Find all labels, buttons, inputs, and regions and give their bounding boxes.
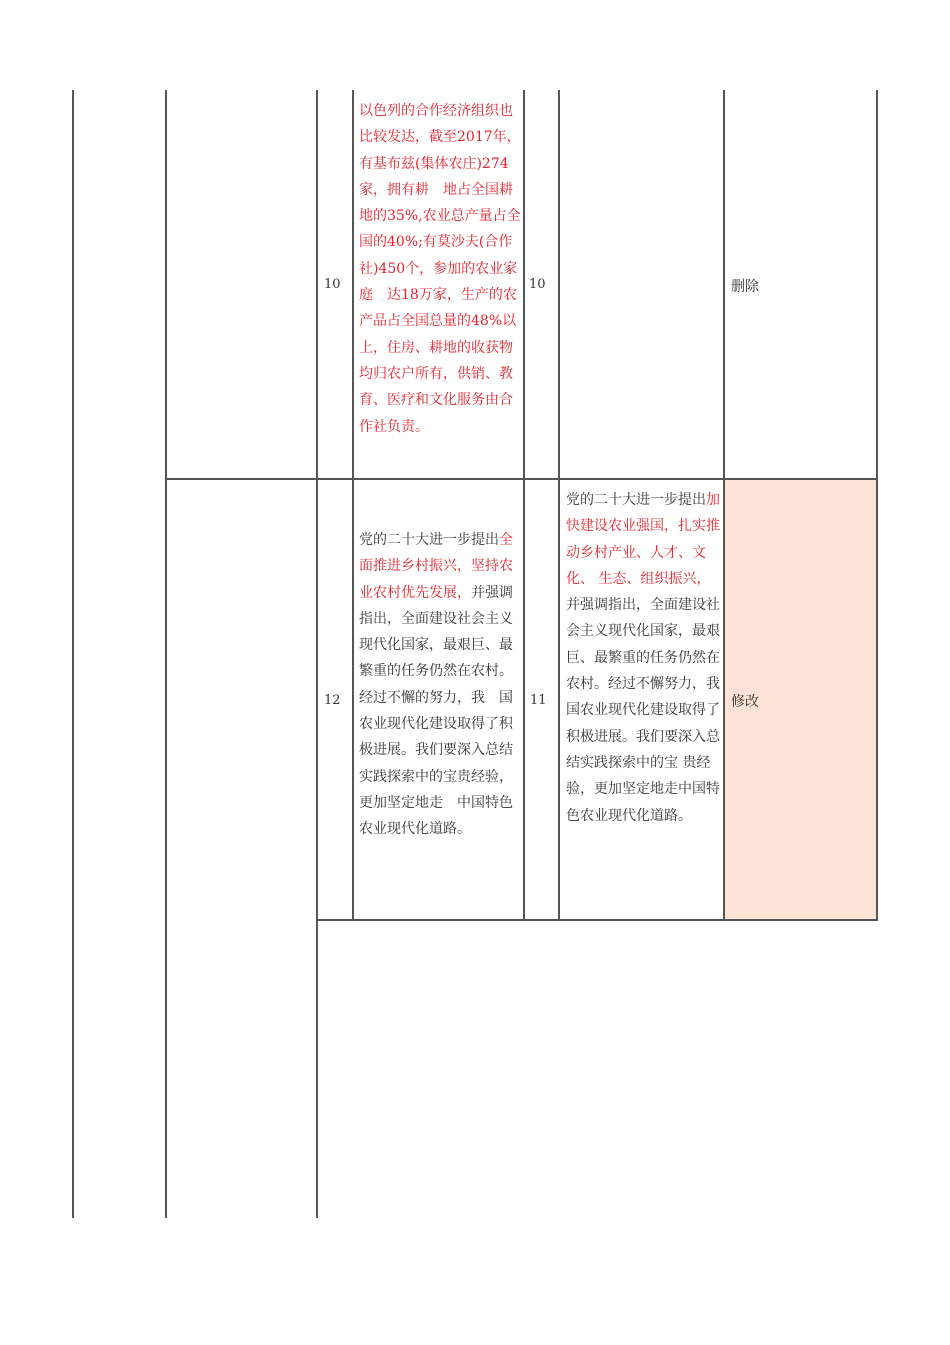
row2-new-number: 11	[530, 693, 547, 708]
row1-new-number: 10	[529, 277, 546, 292]
table-border-right	[876, 90, 878, 921]
table-border-col7	[723, 90, 725, 921]
row1-orig-number: 10	[324, 277, 341, 292]
row-divider	[165, 478, 878, 480]
row2-new-text-seg2: 并强调指出，全面建设社会主义现代化国家，最艰巨、最繁重的任务仍然在农村。经过不懈努力，我国农业现代化建设取得了积极进展。我们要深入总结实践探索中的宝 贵经验，更加坚定地走中国特色农业现代化道路。	[566, 597, 720, 824]
table-border-left	[72, 90, 74, 1218]
table-border-col6	[558, 90, 560, 921]
table-border-col5	[523, 90, 525, 921]
row2-orig-number: 12	[324, 693, 341, 708]
row2-orig-text-seg1: 全面推进乡村振兴，坚持农业农村优先发展，	[359, 532, 513, 601]
table-border-col2	[165, 90, 167, 1218]
row2-new-text	[566, 487, 722, 829]
row2-orig-text-seg0: 党的二十大进一步提出	[359, 532, 499, 548]
row2-new-text-seg0: 党的二十大进一步提出	[566, 492, 706, 508]
row1-orig-text-seg0: 以色列的合作经济组织也比较发达，截至2017年，有基布兹(集体农庄)274家，拥有耕 地占全国耕地的35%,农业总产量占全国的40%;有莫沙夫(合作社)450个，参加的农业家庭 达18万家，生产的农产品占全国总量的48%以上，住房、耕地的收获物均归农户所有，供销、教育、医疗和文化服务由合作社负责。	[359, 103, 521, 435]
table-border-col4	[352, 90, 354, 921]
row1-orig-text	[359, 98, 521, 440]
row2-orig-text-seg2: 并强调指出，全面建设社会主义现代化国家，最艰巨、最繁重的任务仍然在农村。经过不懈的努力，我 国农业现代化建设取得了积极进展。我们要深入总结实践探索中的宝贵经验，更加坚定地走 中国特色农业现代化道路。	[359, 584, 513, 838]
row1-action-delete: 删除	[731, 279, 759, 295]
table-border-bottom	[316, 919, 878, 921]
row2-action-modify: 修改	[731, 694, 759, 710]
row2-orig-text	[359, 527, 521, 843]
row2-new-text-seg1: 加快建设农业强国，扎实推动乡村产业、人才、文化、 生态、组织振兴，	[566, 492, 720, 587]
table-border-col3	[316, 90, 318, 1218]
